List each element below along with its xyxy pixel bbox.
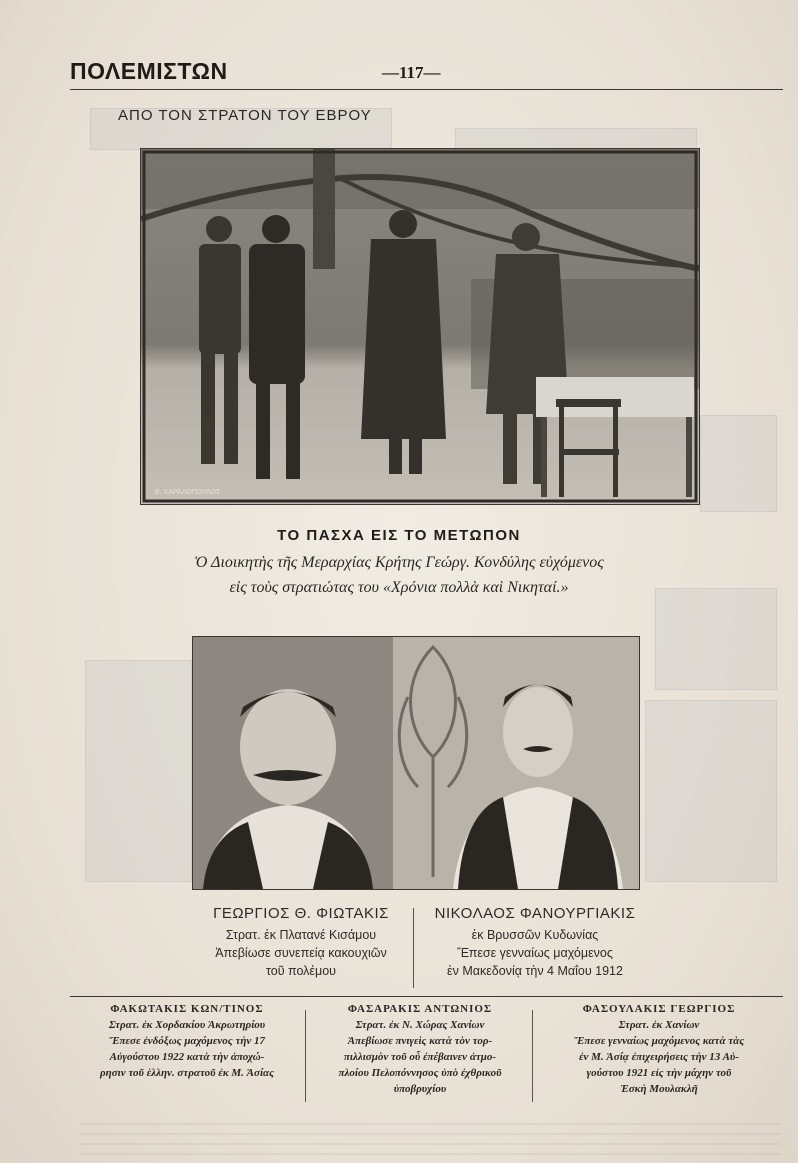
officers-photo-graphic <box>141 149 699 504</box>
person-fanourgiakis <box>410 905 660 980</box>
obituary-name: ΦΑΣΟΥΛΑΚΙΣ ΓΕΩΡΓΙΟΣ <box>582 1003 736 1015</box>
obituary-line: Ἀπεβίωσε πνιγεὶς κατὰ τὸν τορ- <box>347 1035 493 1047</box>
portraits-photo-graphic <box>193 637 639 889</box>
section-title: ΑΠΟ ΤΟΝ ΣΤΡΑΤΟΝ ΤΟΥ ΕΒΡΟΥ <box>118 107 372 124</box>
obituary-line: Ἐσκὴ Μουλακλῆ <box>620 1083 698 1095</box>
obituary-fakotakis <box>72 1003 302 1081</box>
obituary-line: Ἔπεσε γενναίως μαχόμενος κατὰ τὰς <box>573 1035 745 1047</box>
obituary-line: Αὐγούστου 1922 κατὰ τὴν ἀποχώ- <box>109 1051 265 1063</box>
easter-officers-photo <box>140 148 700 505</box>
obituary-line: Στρατ. ἐκ Χανίων <box>618 1019 700 1031</box>
person-detail: Ἔπεσε γενναίως μαχόμενος <box>457 946 613 960</box>
page-number: —117— <box>382 63 441 82</box>
column-divider <box>305 1010 306 1102</box>
person-name: ΝΙΚΟΛΑΟΣ ΦΑΝΟΥΡΓΙΑΚΙΣ <box>434 905 636 922</box>
photo-caption-title: ΤΟ ΠΑΣΧΑ ΕΙΣ ΤΟ ΜΕΤΩΠΟΝ <box>277 527 521 544</box>
person-detail: ἐκ Βρυσσῶν Κυδωνίας <box>471 928 599 942</box>
column-divider <box>532 1010 533 1102</box>
publication-title: ΠΟΛΕΜΙΣΤΩΝ <box>70 58 228 84</box>
obituary-line: Στρατ. ἐκ Χορδακίου Ἀκρωτηρίου <box>108 1019 266 1031</box>
header-rule <box>70 89 783 90</box>
obituary-line: πιλλισμὸν τοῦ οὗ ἐπέβαινεν ἀτμο- <box>343 1051 497 1063</box>
bottom-section-rule <box>70 996 783 997</box>
photo-caption-line-1: Ὁ Διοικητὴς τῆς Μεραρχίας Κρήτης Γεώργ. Κονδύλης εὐχόμενος <box>194 554 604 571</box>
obituary-line: Ἔπεσε ἐνδόξως μαχόμενος τὴν 17 <box>108 1035 266 1047</box>
obituary-line: πλοίου Πελοπόννησος ὑπὸ ἐχθρικοῦ <box>338 1067 502 1079</box>
obituary-line: ρησιν τοῦ ἑλλην. στρατοῦ ἐκ Μ. Ἀσίας <box>100 1067 274 1079</box>
bleed-through-block <box>700 415 777 512</box>
person-detail: Στρατ. ἐκ Πλατανέ Κισάμου <box>225 928 377 942</box>
person-detail: Ἀπεβίωσε συνεπείᾳ κακουχιῶν <box>215 946 387 960</box>
bleed-through-block <box>645 700 777 882</box>
person-detail: τοῦ πολέμου <box>266 964 336 978</box>
obituary-line: Στρατ. ἐκ Ν. Χώρας Χανίων <box>355 1019 485 1031</box>
bleed-through-block <box>85 660 192 882</box>
obituary-line: ἐν Μ. Ἀσίᾳ ἐπιχειρήσεις τὴν 13 Αὐ- <box>579 1051 739 1063</box>
obituary-fasarakis <box>310 1003 530 1097</box>
person-name: ΓΕΩΡΓΙΟΣ Θ. ΦΙΩΤΑΚΙΣ <box>213 905 389 922</box>
obituary-line: γούστου 1921 εἰς τὴν μάχην τοῦ <box>586 1067 732 1079</box>
photo-caption-line-2: εἰς τοὺς στρατιώτας του «Χρόνια πολλὰ καὶ Νικηταί.» <box>229 579 569 596</box>
person-fiotakis <box>176 905 426 980</box>
obituary-fasoulakis <box>535 1003 783 1097</box>
obituary-line: ὑποβρυχίου <box>393 1083 447 1095</box>
person-detail: ἐν Μακεδονίᾳ τὴν 4 Μαΐου 1912 <box>447 964 623 978</box>
bleed-through-block <box>655 588 777 690</box>
obituary-name: ΦΑΚΩΤΑΚΙΣ ΚΩΝ/ΤΙΝΟΣ <box>110 1003 264 1015</box>
portraits-photo <box>192 636 640 890</box>
obituary-name: ΦΑΣΑΡΑΚΙΣ ΑΝΤΩΝΙΟΣ <box>347 1003 493 1015</box>
photo-credit: Ε. ΧΑΡΑΛΟΠΟΥΛΟΣ <box>155 489 221 496</box>
bleed-through-text <box>80 1115 780 1155</box>
